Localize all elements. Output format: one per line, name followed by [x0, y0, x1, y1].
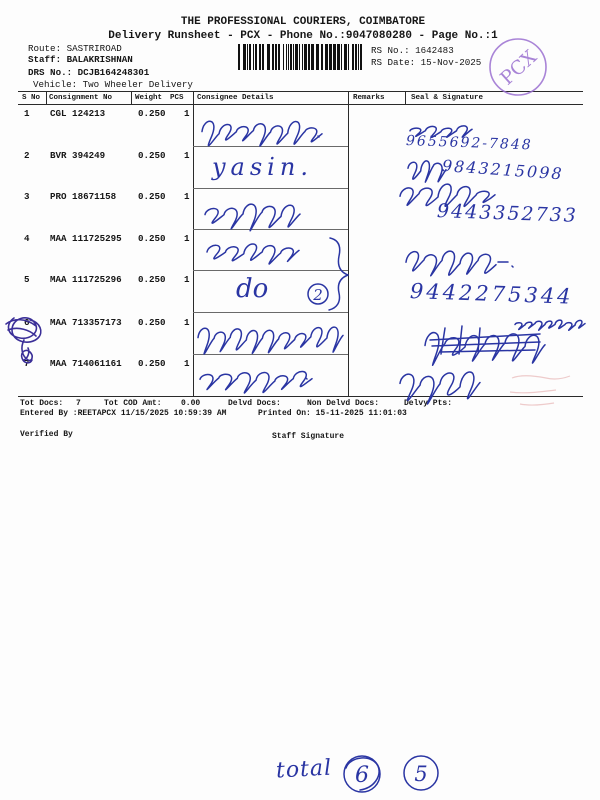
col-header-signature: Seal & Signature	[411, 94, 484, 102]
col-header-consignment: Consignment No	[49, 94, 113, 102]
col-header-weight: Weight	[135, 94, 163, 102]
row-weight: 0.250	[138, 233, 166, 244]
handwritten-dot	[306, 378, 307, 379]
handwritten-signature-1	[410, 126, 472, 138]
signature-small-number	[515, 320, 585, 330]
handwritten-phone: 9443352733	[436, 200, 579, 227]
row-consignment-no: PRO 18671158	[50, 191, 117, 202]
faint-stamp-impression	[510, 376, 570, 405]
handwritten-signature-3	[400, 184, 495, 206]
handwritten-consignee-name-6	[198, 327, 343, 354]
vehicle: Vehicle: Two Wheeler Delivery	[33, 79, 193, 90]
row-consignment-no: MAA 111725296	[50, 274, 122, 285]
tally-total-digit: 6	[355, 763, 369, 788]
row-sno: 4	[24, 233, 30, 244]
handwritten-phone: 9442275344	[409, 279, 574, 309]
pcx-seal-stamp	[490, 39, 546, 95]
tally-delivered-circle	[404, 756, 438, 790]
tally-delivered-digit: 5	[414, 762, 428, 786]
mark-digit: 2	[313, 286, 323, 304]
row-pcs: 1	[184, 317, 190, 328]
rs-date: RS Date: 15-Nov-2025	[371, 57, 482, 68]
row-sno: 2	[24, 150, 30, 161]
row-consignment-no: MAA 713357173	[50, 317, 122, 328]
handwritten-signature-2	[408, 161, 446, 182]
row-sno: 6	[24, 317, 30, 328]
handwritten-phone: 9655692-7848	[405, 133, 533, 154]
col-header-remarks: Remarks	[353, 94, 385, 102]
handwritten-dot	[318, 136, 319, 137]
row-pcs: 1	[184, 191, 190, 202]
drs-number: DRS No.: DCJB164248301	[28, 67, 150, 78]
handwritten-consignee-name-7	[200, 372, 312, 393]
handwritten-signature-4	[406, 251, 496, 276]
handwritten-consignee-name: yasin.	[212, 153, 313, 181]
row-sno: 1	[24, 108, 30, 119]
rs-number: RS No.: 1642483	[371, 45, 454, 56]
non-delvd-docs-label: Non Delvd Docs:	[307, 399, 380, 408]
route: Route: SASTRIROAD	[28, 43, 122, 54]
row-weight: 0.250	[138, 274, 166, 285]
tot-docs-label: Tot Docs:	[20, 399, 64, 408]
row-weight: 0.250	[138, 108, 166, 119]
company-name: THE PROFESSIONAL COURIERS, COIMBATORE	[180, 16, 426, 28]
row-weight: 0.250	[138, 150, 166, 161]
tot-cod-label: Tot COD Amt:	[104, 399, 162, 408]
tot-docs-value: 7	[76, 399, 81, 408]
row-pcs: 1	[184, 108, 190, 119]
scribble-mark	[6, 318, 41, 363]
handwritten-signature-dash	[498, 262, 513, 267]
row-consignment-no: MAA 714061161	[50, 358, 122, 369]
stamp-text: PCX	[496, 45, 542, 90]
tally-total-circle	[344, 756, 380, 792]
row-sno: 5	[24, 274, 30, 285]
handwritten-brace	[329, 238, 348, 310]
row-pcs: 1	[184, 150, 190, 161]
row-weight: 0.250	[138, 317, 166, 328]
handwritten-consignee-name-4	[207, 244, 299, 264]
row-weight: 0.250	[138, 191, 166, 202]
row-consignment-no: BVR 394249	[50, 150, 106, 161]
col-header-sno: S No	[22, 94, 41, 102]
handwritten-phone: 9843215098	[441, 156, 565, 184]
delvd-docs-label: Delvd Docs:	[228, 399, 281, 408]
col-header-consignee: Consignee Details	[197, 94, 274, 102]
handwritten-consignee-name-1	[202, 121, 322, 146]
row-sno: 3	[24, 191, 30, 202]
handwritten-consignee-name-3	[205, 204, 300, 231]
handwritten-signature-6	[425, 320, 585, 365]
row-pcs: 1	[184, 274, 190, 285]
delvy-pts-label: Delvy Pts:	[404, 399, 453, 408]
handwritten-signature-7	[400, 372, 480, 404]
handwritten-ditto: do	[236, 274, 269, 304]
col-header-pcs: PCS	[170, 94, 184, 102]
circled-mark	[308, 284, 328, 304]
verified-by-label: Verified By	[20, 430, 73, 439]
row-pcs: 1	[184, 233, 190, 244]
runsheet-title: Delivery Runsheet - PCX - Phone No.:9047080280 - Page No.:1	[108, 30, 498, 42]
tot-cod-value: 0.00	[181, 399, 201, 408]
row-pcs: 1	[184, 358, 190, 369]
row-consignment-no: CGL 124213	[50, 108, 106, 119]
printed-on: Printed On: 15-11-2025 11:01:03	[258, 409, 407, 418]
row-weight: 0.250	[138, 358, 166, 369]
staff-signature-label: Staff Signature	[272, 432, 345, 441]
staff-name: Staff: BALAKRISHNAN	[28, 54, 133, 65]
entered-by: Entered By :REETAPCX 11/15/2025 10:59:39 AM	[20, 409, 227, 418]
row-consignment-no: MAA 111725295	[50, 233, 122, 244]
handwritten-total-label: total	[275, 755, 333, 784]
row-sno: 7	[24, 358, 30, 369]
